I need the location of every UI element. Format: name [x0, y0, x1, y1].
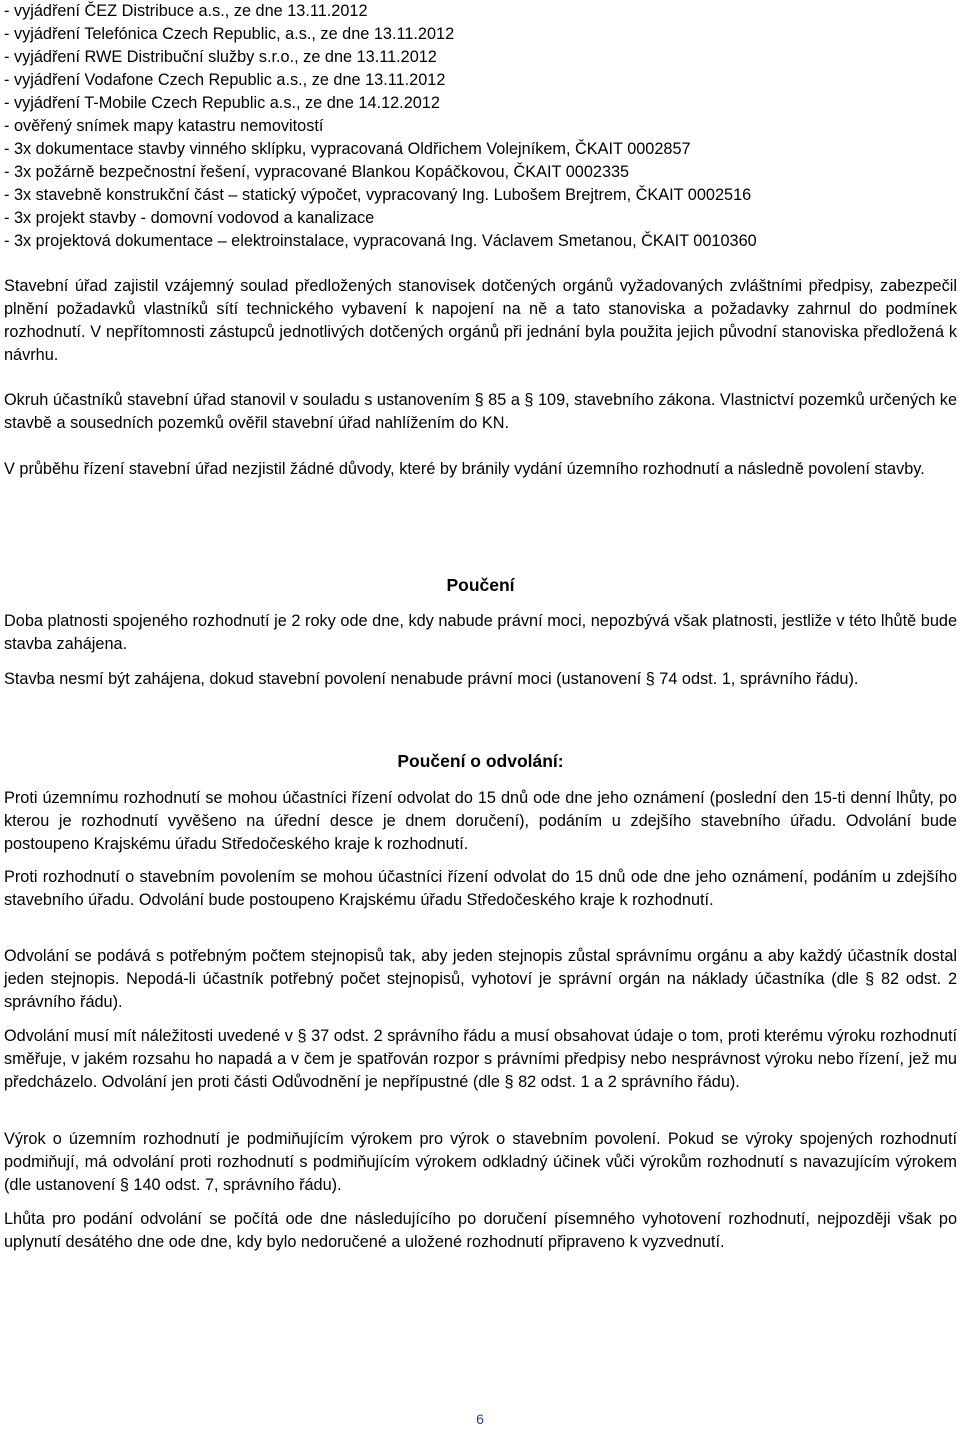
- list-item: - 3x projektová dokumentace – elektroinstalace, vypracovaná Ing. Václavem Smetanou, ČKAIT 0010360: [4, 232, 757, 250]
- list-item: - vyjádření ČEZ Distribuce a.s., ze dne 13.11.2012: [4, 2, 368, 20]
- paragraph-no-obstacles: V průběhu řízení stavební úřad nezjistil žádné důvody, které by bránily vydání územního rozhodnutí a následně povolení stavby.: [4, 460, 925, 478]
- list-item: - vyjádření Vodafone Czech Republic a.s., ze dne 13.11.2012: [4, 71, 446, 89]
- list-item: - ověřený snímek mapy katastru nemovitostí: [4, 117, 324, 135]
- list-item: - vyjádření Telefónica Czech Republic, a.s., ze dne 13.11.2012: [4, 25, 455, 43]
- heading-pouceni: Poučení: [446, 575, 515, 595]
- paragraph-validity: Doba platnosti spojeného rozhodnutí je 2 roky ode dne, kdy nabude právní moci, nepozbývá však platnosti, jestliže v této lhůtě bude stavba zahájena.: [4, 612, 957, 653]
- list-item: - vyjádření T-Mobile Czech Republic a.s., ze dne 14.12.2012: [4, 94, 440, 112]
- paragraph-coordination: Stavební úřad zajistil vzájemný soulad předložených stanovisek dotčených orgánů vyžadovaných zvláštními předpisy, zabezpečil plnění požadavků vlastníků sítí technického vybavení k napojení na ně a tato stanoviska a požadavky zahrnul do podmínek rozhodnutí. V nepřítomnosti zástupců jednotlivých dotčených orgánů při jednání byla použita jejich původní stanoviska předložená k návrhu.: [4, 277, 957, 364]
- list-item: - vyjádření RWE Distribuční služby s.r.o., ze dne 13.11.2012: [4, 48, 437, 66]
- page-number: 6: [476, 1411, 484, 1427]
- list-item: - 3x dokumentace stavby vinného sklípku, vypracovaná Oldřichem Volejníkem, ČKAIT 0002857: [4, 140, 691, 158]
- paragraph-start-condition: Stavba nesmí být zahájena, dokud stavební povolení nenabude právní moci (ustanovení § 74 odst. 1, správního řádu).: [4, 670, 859, 688]
- paragraph-appeal-requirements: Odvolání musí mít náležitosti uvedené v § 37 odst. 2 správního řádu a musí obsahovat údaje o tom, proti kterému výroku rozhodnutí směřuje, v jakém rozsahu ho napadá a v čem je spatřován rozpor s právními předpisy nebo nesprávnost výroku nebo řízení, jež mu předcházelo. Odvolání jen proti části Odůvodnění je nepřípustné (dle § 82 odst. 1 a 2 správního řádu).: [4, 1027, 957, 1091]
- document-page: [4, 0, 958, 1251]
- heading-appeal-instruction: Poučení o odvolání:: [397, 751, 564, 771]
- paragraph-appeal-building: Proti rozhodnutí o stavebním povolením se mohou účastníci řízení odvolat do 15 dnů ode dne jeho oznámení, podáním u zdejšího stavebního úřadu. Odvolání bude postoupeno Krajskému úřadu Středočeského kraje k rozhodnutí.: [4, 868, 957, 909]
- paragraph-participants: Okruh účastníků stavební úřad stanovil v souladu s ustanovením § 85 a § 109, stavebního zákona. Vlastnictví pozemků určených ke stavbě a sousedních pozemků ověřil stavební úřad nahlížením do KN.: [4, 391, 958, 432]
- attachments-list: [4, 0, 957, 253]
- paragraph-appeal-deadline: Lhůta pro podání odvolání se počítá ode dne následujícího po doručení písemného vyhotovení rozhodnutí, nejpozději však po uplynutí desátého dne ode dne, kdy bylo nedoručené a uložené rozhodnutí připraveno k vyzvednutí.: [4, 1210, 957, 1251]
- list-item: - 3x projekt stavby - domovní vodovod a kanalizace: [4, 209, 375, 227]
- paragraph-appeal-copies: Odvolání se podává s potřebným počtem stejnopisů tak, aby jeden stejnopis zůstal správnímu orgánu a aby každý účastník dostal jeden stejnopis. Nepodá-li účastník potřebný počet stejnopisů, vyhotoví je správní orgán na náklady účastníka (dle § 82 odst. 2 správního řádu).: [4, 947, 957, 1011]
- paragraph-appeal-territorial: Proti územnímu rozhodnutí se mohou účastníci řízení odvolat do 15 dnů ode dne jeho oznámení (poslední den 15-ti denní lhůty, po kterou je rozhodnutí vyvěšeno na úřední desce je dnem doručení), podáním u zdejšího stavebního úřadu. Odvolání bude postoupeno Krajskému úřadu Středočeského kraje k rozhodnutí.: [4, 789, 957, 853]
- list-item: - 3x požárně bezpečnostní řešení, vypracované Blankou Kopáčkovou, ČKAIT 0002335: [4, 163, 630, 181]
- paragraph-conditional-verdict: Výrok o územním rozhodnutí je podmiňujícím výrokem pro výrok o stavebním povolení. Pokud se výroky spojených rozhodnutí podmiňují, má odvolání proti rozhodnutí s podmiňujícím výrokem odkladný účinek vůči výrokům rozhodnutí s navazujícím výrokem (dle ustanovení § 140 odst. 7, správního řádu).: [4, 1130, 957, 1194]
- list-item: - 3x stavebně konstrukční část – statický výpočet, vypracovaný Ing. Lubošem Brejtrem, ČKAIT 0002516: [4, 186, 752, 204]
